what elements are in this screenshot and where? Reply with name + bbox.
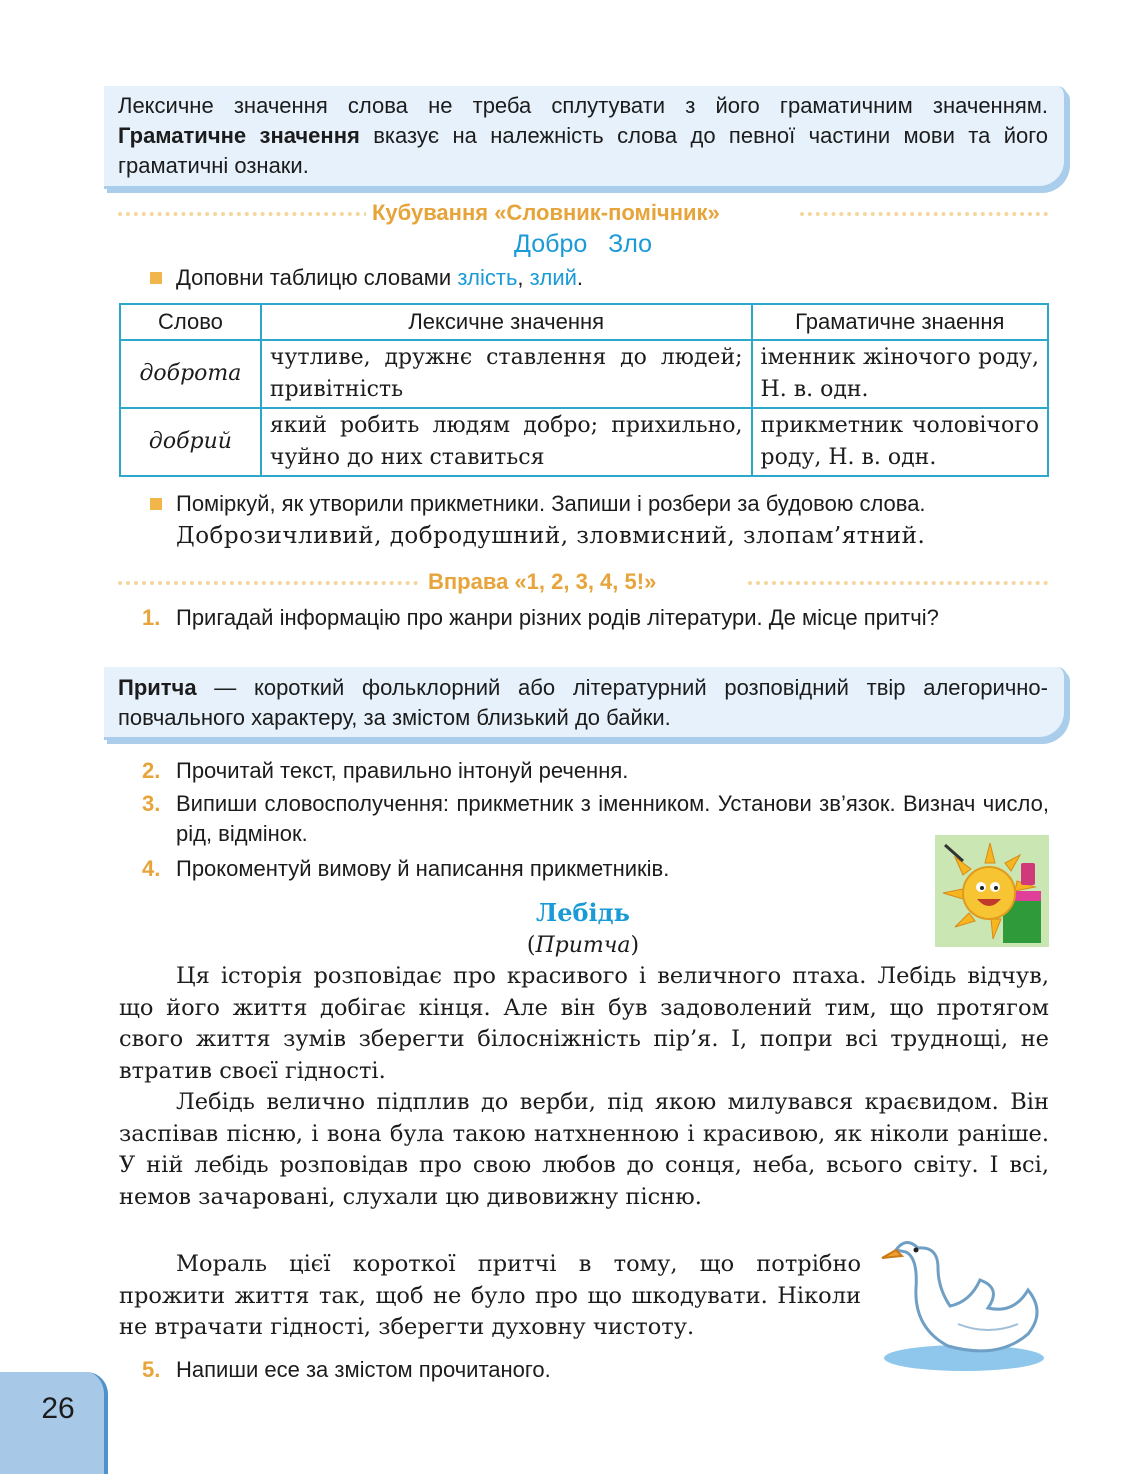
rule-text-grammatical-meaning: Лексичне значення слова не треба сплутувати з його граматичним значенням. Граматичне значення вказує на належність слова до певної частини мови та його граматичні ознаки.	[118, 93, 1048, 178]
rule-text-prytcha: Притча — короткий фольклорний або літературний розповідний твір алегорично-повчального характеру, за змістом близький до байки.	[118, 675, 1048, 730]
word-zlyi: злий	[529, 265, 577, 290]
section-divider-left	[118, 212, 368, 216]
item-number: 1.	[142, 605, 161, 630]
section-divider-left	[118, 581, 418, 585]
story-subtitle: (Притча)	[526, 933, 640, 958]
table-header: Лексичне значення	[261, 304, 752, 340]
task-item-1: Пригадай інформацію про жанри різних родів літератури. Де місце притчі?	[176, 605, 939, 630]
item-number: 5.	[142, 1357, 161, 1382]
table-row	[120, 340, 1048, 408]
table-cell-grammatical: іменник жіночого роду, Н. в. одн.	[752, 340, 1048, 408]
task-item-2: Прочитай текст, правильно інтонуй речення.	[176, 758, 629, 783]
swan-illustration	[878, 1228, 1050, 1374]
table-header: Граматичне знаення	[752, 304, 1048, 340]
item-number: 2.	[142, 758, 161, 783]
section-title-vprava: Вправа «1, 2, 3, 4, 5!»	[422, 569, 662, 595]
table-cell-grammatical: прикметник чоловічого роду, Н. в. одн.	[752, 408, 1048, 476]
word-zlist: злість	[457, 265, 518, 290]
section-divider-right	[800, 212, 1048, 216]
table-header-row	[120, 304, 1048, 340]
task-item-3: Випиши словосполучення: прикметник з іменником. Установи зв’язок. Визнач число, рід, відмінок.	[176, 791, 1049, 846]
story-paragraph: Мораль цієї короткої притчі в тому, що потрібно прожити життя так, щоб не було про що шкодувати. Ніколи не втрачати гідності, зберегти духовну чистоту.	[119, 1251, 861, 1340]
sun-mascot-illustration	[935, 835, 1049, 947]
task-item-4: Прокоментуй вимову й написання прикметників.	[176, 856, 670, 881]
table-cell-lexical: який робить людям добро; прихильно, чуйно до них ставиться	[261, 408, 752, 476]
table-header: Слово	[120, 304, 261, 340]
table-row	[120, 408, 1048, 476]
task-fill-table: Доповни таблицю словами злість, злий.	[176, 265, 584, 290]
story-title: Лебідь	[536, 898, 630, 927]
story-paragraph: Ця історія розповідає про красивого і величного птаха. Лебідь відчув, що його життя добігає кінця. Але він був задоволений тим, що протягом свого життя зумів зберегти білосніжність пір’я. І, попри всі труднощі, не втратив своєї гідності.	[119, 963, 1049, 1084]
table-cell-word: добрий	[120, 408, 261, 476]
item-number: 4.	[142, 856, 161, 881]
key-words-line: Добро Зло	[514, 230, 652, 258]
task-form-adjectives: Поміркуй, як утворили прикметники. Запиши і розбери за будовою слова.	[176, 491, 926, 516]
table-cell-lexical: чутливе, дружнє ставлення до людей; привітність	[261, 340, 752, 408]
item-number: 3.	[142, 791, 161, 816]
page-number: 26	[41, 1392, 75, 1425]
section-divider-right	[748, 581, 1048, 585]
section-title-kubuvannia: Кубування «Словник-помічник»	[366, 200, 726, 226]
story-moral	[119, 1249, 861, 1344]
rule-term: Притча	[118, 675, 197, 700]
task-item-5: Напиши есе за змістом прочитаного.	[176, 1357, 551, 1382]
task-words: Доброзичливий, добродушний, зловмисний, злопам’ятний.	[176, 523, 926, 549]
bullet-icon	[150, 498, 162, 510]
rule-term: Граматичне значення	[118, 123, 360, 148]
story-body	[119, 961, 1049, 1213]
vocab-table	[119, 303, 1049, 477]
table-cell-word: доброта	[120, 340, 261, 408]
story-paragraph: Лебідь велично підплив до верби, під якою милувався краєвидом. Він заспівав пісню, і вона була такою натхненною і красивою, як ніколи раніше. У ній лебідь розповідав про свою любов до сонця, неба, всього світу. І всі, немов зачаровані, слухали цю дивовижну пісню.	[119, 1089, 1049, 1210]
bullet-icon	[150, 272, 162, 284]
